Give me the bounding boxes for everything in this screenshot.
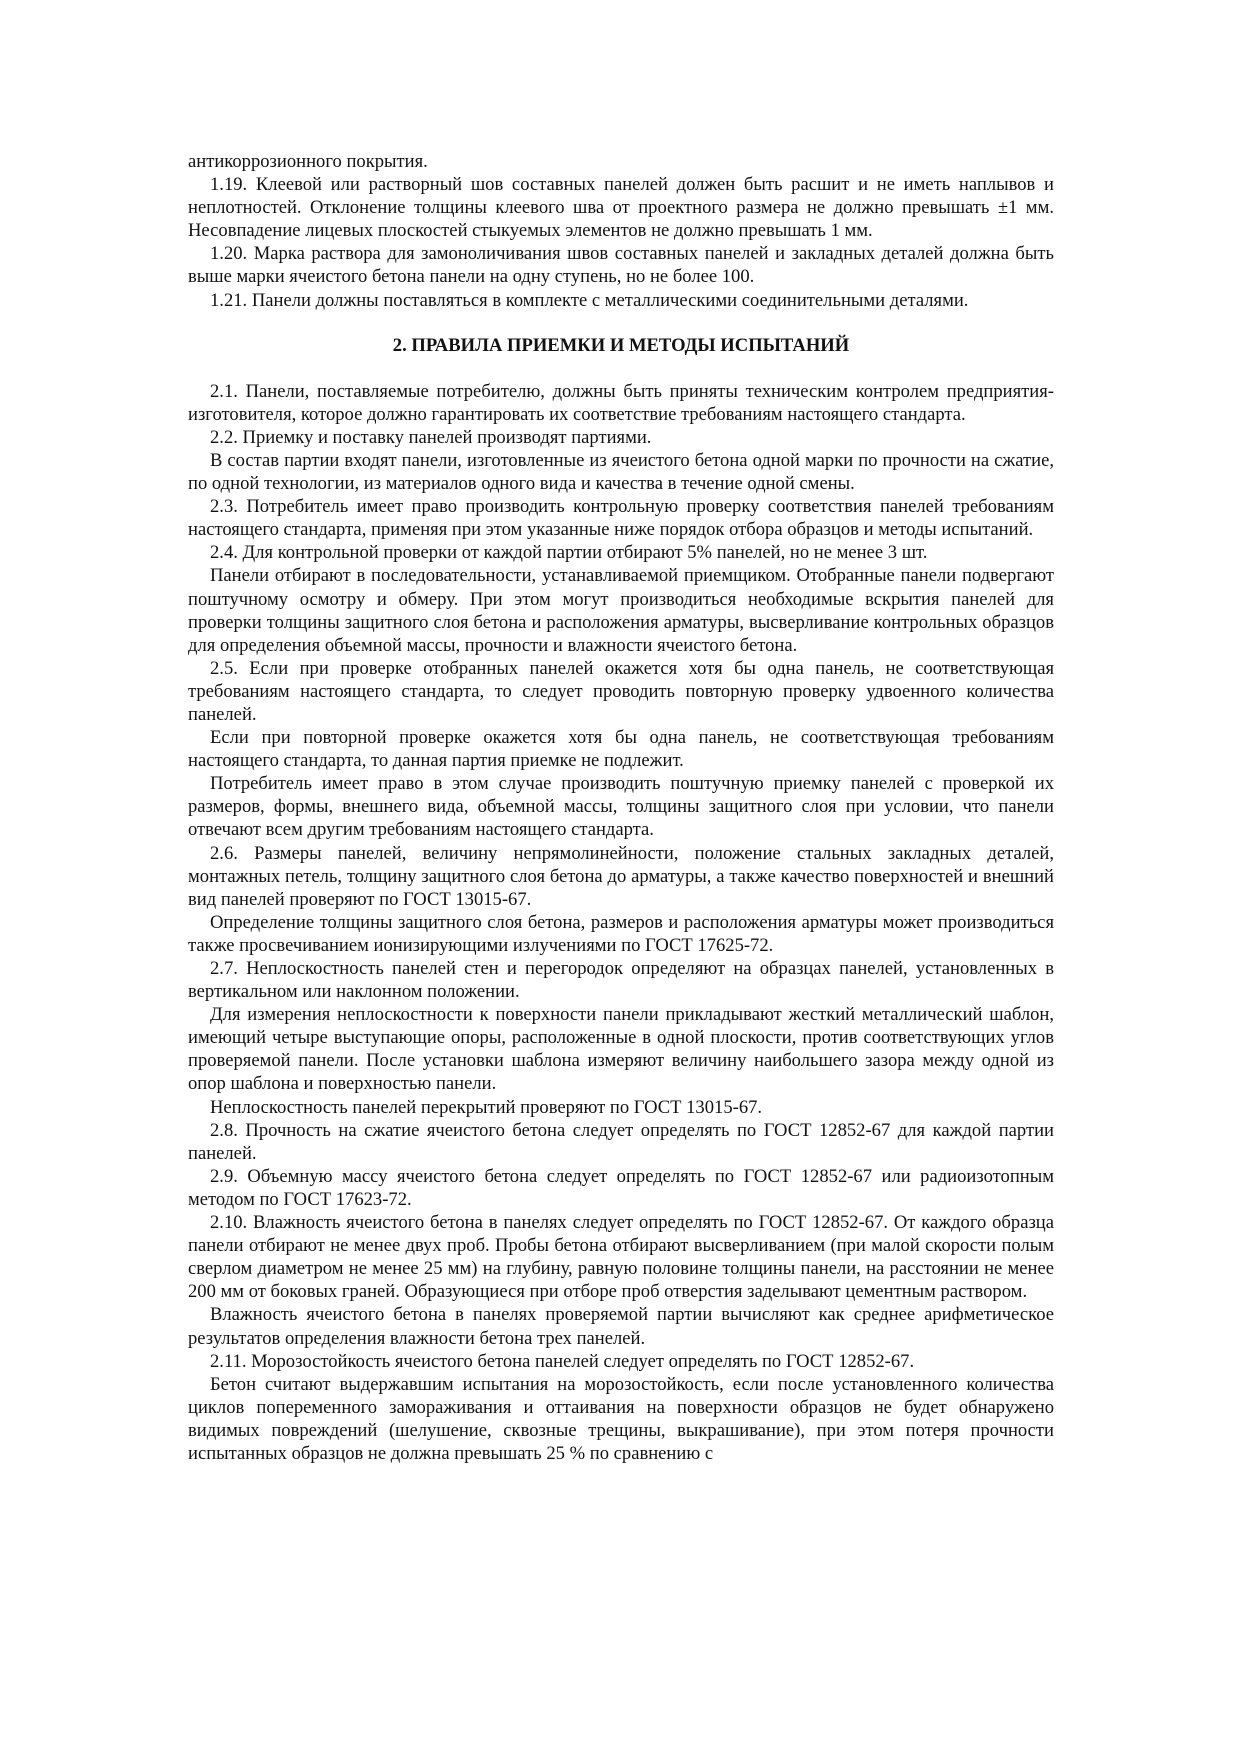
paragraph-2-7: 2.7. Неплоскостность панелей стен и перегородок определяют на образцах панелей, установленных в вертикальном или наклонном положении. [188,958,1054,1003]
paragraph-2-6-radiation: Определение толщины защитного слоя бетона, размеров и расположения арматуры может производиться также просвечиванием ионизирующими излучениями по ГОСТ 17625-72. [188,911,1054,956]
paragraph-2-10: 2.10. Влажность ячеистого бетона в панелях следует определять по ГОСТ 12852-67. От каждого образца панели отбирают не менее двух проб. Пробы бетона отбирают высверливанием (при малой скорости полым сверлом диаметром не менее 25 мм) на глубину, равную половине толщины панели, на расстоянии не менее 200 мм от боковых граней. Образующиеся при отборе проб отверстия заделывают цементным раствором. [188,1212,1054,1303]
paragraph-continuation: антикоррозионного покрытия. [188,151,428,172]
paragraph-2-5: 2.5. Если при проверке отобранных панелей окажется хотя бы одна панель, не соответствующая требованиям настоящего стандарта, то следует проводить повторную проверку удвоенного количества панелей. [188,657,1054,725]
paragraph-2-11: 2.11. Морозостойкость ячеистого бетона панелей следует определять по ГОСТ 12852-67. [210,1350,915,1372]
paragraph-2-5-piecewise: Потребитель имеет право в этом случае производить поштучную приемку панелей с проверкой их размеров, формы, внешнего вида, объемной массы, толщины защитного слоя при условии, что панели отвечают всем другим требованиям настоящего стандарта. [188,773,1054,841]
section-2-heading: 2. ПРАВИЛА ПРИЕМКИ И МЕТОДЫ ИСПЫТАНИЙ [392,334,850,356]
paragraph-2-2-batch: В состав партии входят панели, изготовленные из ячеистого бетона одной марки по прочности на сжатие, по одной технологии, из материалов одного вида и качества в течение одной смены. [188,449,1054,495]
paragraph-2-1: 2.1. Панели, поставляемые потребителю, должны быть приняты техническим контролем предприятия-изготовителя, которое должно гарантировать их соответствие требованиям настоящего стандарта. [188,380,1054,425]
paragraph-2-9: 2.9. Объемную массу ячеистого бетона следует определять по ГОСТ 12852-67 или радиоизотопным методом по ГОСТ 17623-72. [188,1165,1054,1210]
paragraph-2-10-average: Влажность ячеистого бетона в панелях проверяемой партии вычисляют как среднее арифметическое результатов определения влажности бетона трех панелей. [188,1304,1054,1349]
paragraph-1-20: 1.20. Марка раствора для замоноличивания швов составных панелей и закладных деталей должна быть выше марки ячеистого бетона панели на одну ступень, но не более 100. [188,243,1054,288]
paragraph-2-11-criteria: Бетон считают выдержавшим испытания на морозостойкость, если после установленного количества циклов попеременного замораживания и оттаивания на поверхности образцов не будет обнаружено видимых повреждений (шелушение, сквозные трещины, выкрашивание), при этом потеря прочности испытанных образцов не должна превышать 25 % по сравнению с [188,1373,1054,1464]
paragraph-2-7-template: Для измерения неплоскостности к поверхности панели прикладывают жесткий металлический шаблон, имеющий четыре выступающие опоры, расположенные в одной плоскости, против соответствующих углов проверяемой панели. После установки шаблона измеряют величину наибольшего зазора между одной из опор шаблона и поверхностью панели. [188,1004,1054,1095]
paragraph-1-21: 1.21. Панели должны поставляться в комплекте с металлическими соединительными деталями. [210,289,969,311]
paragraph-2-6: 2.6. Размеры панелей, величину непрямолинейности, положение стальных закладных деталей, монтажных петель, толщину защитного слоя бетона до арматуры, а также качество поверхностей и внешний вид панелей проверяют по ГОСТ 13015-67. [188,842,1054,910]
paragraph-2-4-selection: Панели отбирают в последовательности, устанавливаемой приемщиком. Отобранные панели подвергают поштучному осмотру и обмеру. При этом могут производиться необходимые вскрытия панелей для проверки толщины защитного слоя бетона и расположения арматуры, высверливание контрольных образцов для определения объемной массы, прочности и влажности ячеистого бетона. [188,565,1054,656]
paragraph-2-8: 2.8. Прочность на сжатие ячеистого бетона следует определять по ГОСТ 12852-67 для каждой партии панелей. [188,1119,1054,1164]
paragraph-1-19: 1.19. Клеевой или растворный шов составных панелей должен быть расшит и не иметь наплывов и неплотностей. Отклонение толщины клеевого шва от проектного размера не должно превышать ±1 мм. Несовпадение лицевых плоскостей стыкуемых элементов не должно превышать 1 мм. [188,174,1054,242]
paragraph-2-5-repeat: Если при повторной проверке окажется хотя бы одна панель, не соответствующая требованиям настоящего стандарта, то данная партия приемке не подлежит. [188,727,1054,772]
paragraph-2-2: 2.2. Приемку и поставку панелей производят партиями. [210,426,652,448]
paragraph-2-3: 2.3. Потребитель имеет право производить контрольную проверку соответствия панелей требованиям настоящего стандарта, применяя при этом указанные ниже порядок отбора образцов и методы испытаний. [188,496,1054,541]
paragraph-2-4: 2.4. Для контрольной проверки от каждой партии отбирают 5% панелей, но не менее 3 шт. [210,542,928,564]
paragraph-2-7-floors: Неплоскостность панелей перекрытий проверяют по ГОСТ 13015-67. [210,1096,763,1118]
